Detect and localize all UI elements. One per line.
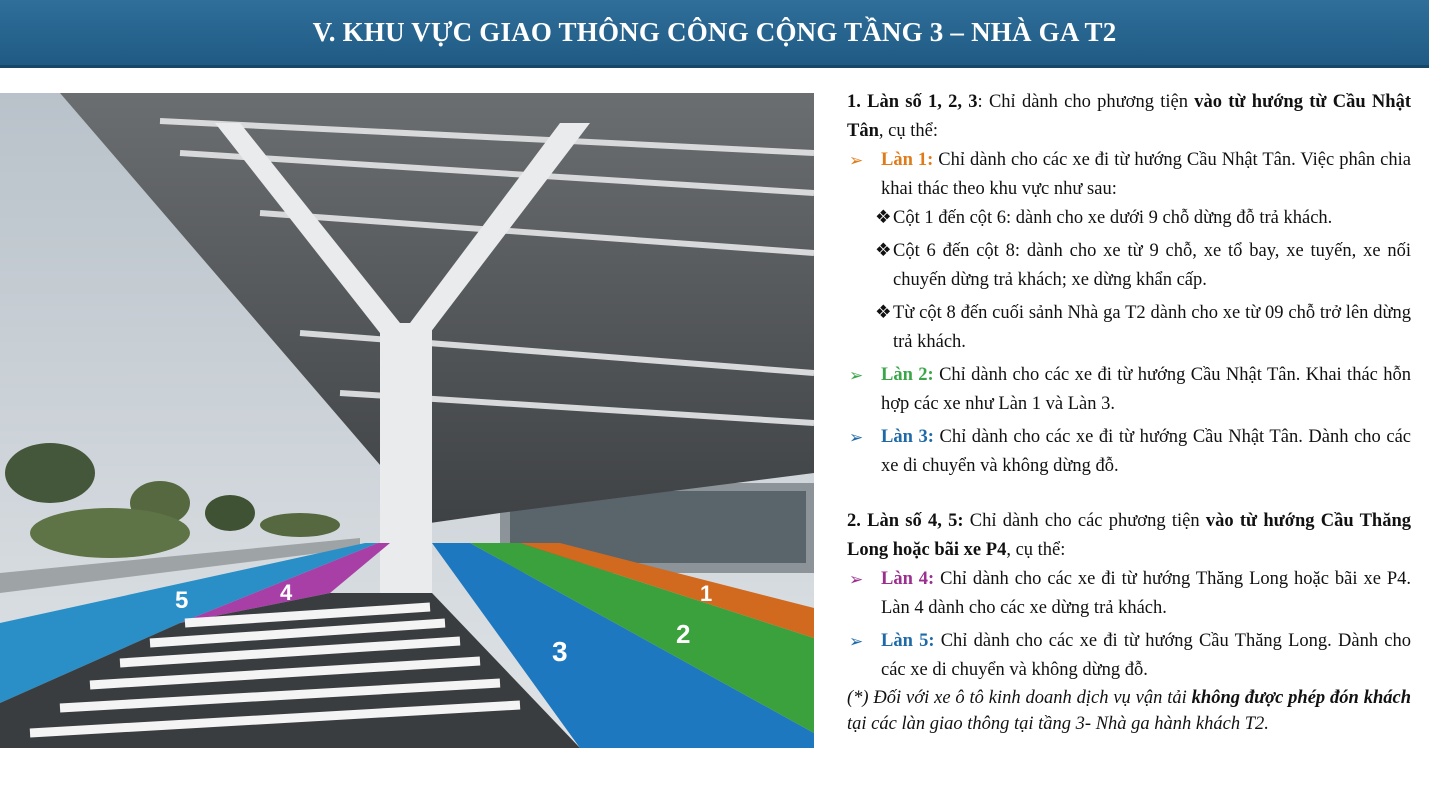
lane-label-4: 4 xyxy=(280,580,293,605)
footnote: (*) Đối với xe ô tô kinh doanh dịch vụ vận tải không được phép đón khách tại các làn giao thông tại tầng 3- Nhà ga hành khách T2. xyxy=(847,688,1411,734)
title-banner xyxy=(0,0,1429,68)
lanes-illustration xyxy=(0,93,814,748)
page-title: V. KHU VỰC GIAO THÔNG CÔNG CỘNG TẦNG 3 – NHÀ GA T2 xyxy=(312,17,1117,47)
lane-label-5: 5 xyxy=(175,587,189,614)
diamond-icon: ❖ xyxy=(875,303,892,323)
lane-description xyxy=(847,88,1411,737)
terminal-lanes-photo xyxy=(0,93,814,748)
lane-label-1: 1 xyxy=(700,581,713,606)
lane-1-sub-2: ❖ Cột 6 đến cột 8: dành cho xe từ 9 chỗ, xe tổ bay, xe tuyến, xe nối chuyến dừng trả khách; xe dừng khẩn cấp. xyxy=(847,237,1411,295)
lane-2-item: ➢ Làn 2: Chỉ dành cho các xe đi từ hướng Cầu Nhật Tân. Khai thác hỗn hợp các xe như Làn 1 và Làn 3. xyxy=(847,361,1411,419)
lane-1-item: ➢ Làn 1: Chỉ dành cho các xe đi từ hướng Cầu Nhật Tân. Việc phân chia khai thác theo khu vực như sau: xyxy=(847,146,1411,204)
lane-3-item: ➢ Làn 3: Chỉ dành cho các xe đi từ hướng Cầu Nhật Tân. Dành cho các xe di chuyển và không dừng đỗ. xyxy=(847,423,1411,481)
arrow-icon: ➢ xyxy=(849,570,864,589)
lane-1-sub-3: ❖ Từ cột 8 đến cuối sảnh Nhà ga T2 dành cho xe từ 09 chỗ trở lên dừng trả khách. xyxy=(847,299,1411,357)
diamond-icon: ❖ xyxy=(875,208,892,228)
lane-label-3: 3 xyxy=(552,636,568,667)
lane-4-item: ➢ Làn 4: Chỉ dành cho các xe đi từ hướng Thăng Long hoặc bãi xe P4. Làn 4 dành cho các xe dừng trả khách. xyxy=(847,565,1411,623)
arrow-icon: ➢ xyxy=(849,428,864,447)
section-2-heading: 2. Làn số 4, 5: Chỉ dành cho các phương tiện vào từ hướng Cầu Thăng Long hoặc bãi xe P4, cụ thể: xyxy=(847,511,1411,560)
arrow-icon: ➢ xyxy=(849,366,864,385)
arrow-icon: ➢ xyxy=(849,632,864,651)
lane-5-item: ➢ Làn 5: Chỉ dành cho các xe đi từ hướng Cầu Thăng Long. Dành cho các xe di chuyển và không dừng đỗ. xyxy=(847,627,1411,685)
lane-1-sub-1: ❖ Cột 1 đến cột 6: dành cho xe dưới 9 chỗ dừng đỗ trả khách. xyxy=(847,204,1411,233)
arrow-icon: ➢ xyxy=(849,151,864,170)
lane-label-2: 2 xyxy=(676,619,691,649)
section-1-heading: 1. Làn số 1, 2, 3: Chỉ dành cho phương tiện vào từ hướng từ Cầu Nhật Tân, cụ thể: xyxy=(847,92,1411,141)
diamond-icon: ❖ xyxy=(875,241,892,261)
